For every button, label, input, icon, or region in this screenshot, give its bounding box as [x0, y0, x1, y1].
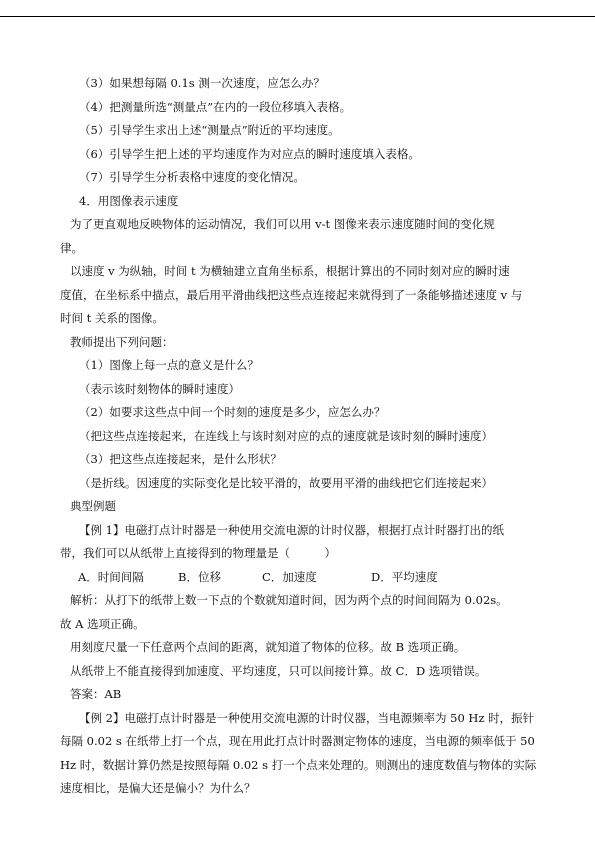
paragraph-line: 以速度 v 为纵轴，时间 t 为横轴建立直角坐标系，根据计算出的不同时刻对应的瞬时速 — [70, 264, 510, 278]
option-a: A．时间间隔 — [78, 569, 144, 584]
document-body — [60, 72, 544, 801]
examples-heading: 典型例题 — [70, 499, 116, 513]
analysis-line: 解析：从打下的纸带上数一下点的个数就知道时间，因为两个点的时间间隔为 0.02s。 — [70, 593, 508, 607]
example-2-line: 每隔 0.02 s 在纸带上打一个点，现在用此打点计时器测定物体的速度，当电源的频率低于 50 — [60, 734, 535, 748]
example-2-line: 速度相比，是偏大还是偏小？为什么？ — [60, 781, 256, 795]
answer-2: （把这些点连接起来，在连线上与该时刻对应的点的速度就是该时刻的瞬时速度） — [79, 428, 493, 443]
step-3: （3）如果想每隔 0.1s 测一次速度，应怎么办？ — [79, 76, 325, 90]
example-2-line: 【例 2】电磁打点计时器是一种使用交流电源的计时仪器，当电源频率为 50 Hz 时，振针 — [79, 710, 535, 725]
answer-1: （表示该时刻物体的瞬时速度） — [79, 381, 240, 396]
option-b: B．位移 — [178, 569, 221, 584]
option-c: C．加速度 — [262, 569, 317, 584]
step-5: （5）引导学生求出上述“测量点”附近的平均速度。 — [79, 123, 340, 137]
step-6: （6）引导学生把上述的平均速度作为对应点的瞬时速度填入表格。 — [79, 146, 420, 161]
paragraph-line: 为了更直观地反映物体的运动情况，我们可以用 v-t 图像来表示速度随时间的变化规 — [70, 217, 495, 231]
option-d: D．平均速度 — [371, 569, 438, 584]
example-2-line: Hz 时，数据计算仍然是按照每隔 0.02 s 打一个点来处理的。则测出的速度数值与物体的实际 — [60, 757, 537, 772]
analysis-line: 用刻度尺量一下任意两个点间的距离，就知道了物体的位移。故 B 选项正确。 — [70, 640, 466, 654]
analysis-line: 故 A 选项正确。 — [60, 616, 145, 631]
question-2: （2）如要求这些点中间一个时刻的速度是多少，应怎么办？ — [79, 405, 386, 419]
section-heading: 4．用图像表示速度 — [79, 193, 179, 208]
question-3: （3）把这些点连接起来，是什么形状？ — [79, 452, 282, 466]
paragraph-line: 度值，在坐标系中描点，最后用平滑曲线把这些点连接起来就得到了一条能够描述速度 v 与 — [60, 287, 523, 302]
step-7: （7）引导学生分析表格中速度的变化情况。 — [79, 170, 305, 184]
analysis-line: 从纸带上不能直接得到加速度、平均速度，只可以间接计算。故 C．D 选项错误。 — [70, 663, 487, 678]
header-rule — [0, 16, 595, 17]
answer-3: （是折线。因速度的实际变化是比较平滑的，故要用平滑的曲线把它们连接起来） — [79, 475, 493, 490]
paragraph-line: 教师提出下列问题： — [70, 334, 174, 349]
example-1-options — [60, 566, 544, 590]
paragraph-line: 时间 t 关系的图像。 — [60, 311, 164, 325]
example-1-line: 【例 1】电磁打点计时器是一种使用交流电源的计时仪器，根据打点计时器打出的纸 — [79, 522, 504, 537]
answer-line: 答案：AB — [70, 687, 122, 701]
step-4: （4）把测量所选“测量点”在内的一段位移填入表格。 — [79, 99, 352, 114]
question-1: （1）图像上每一点的意义是什么？ — [79, 358, 259, 372]
example-1-line: 带，我们可以从纸带上直接得到的物理量是（ ） — [60, 546, 336, 560]
paragraph-line: 律。 — [60, 240, 83, 255]
